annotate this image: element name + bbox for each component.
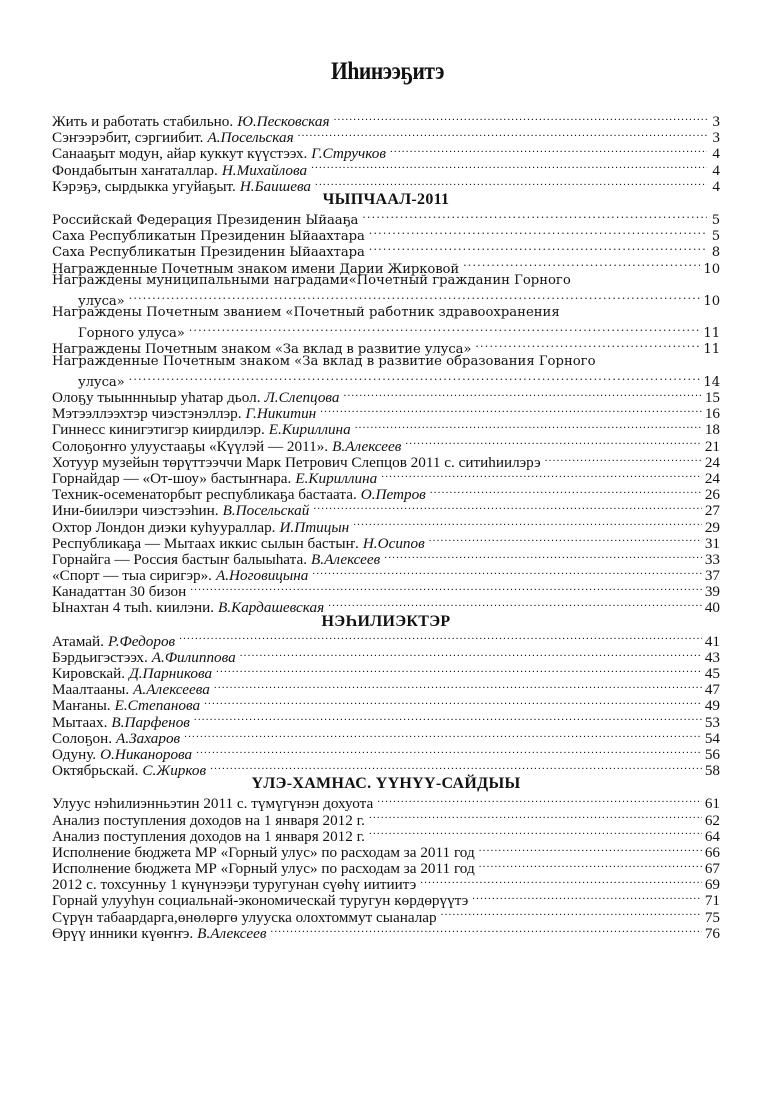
- page-number: 64: [704, 827, 720, 845]
- page-number: 24: [704, 453, 720, 471]
- page-number: 49: [704, 697, 720, 715]
- dot-leader: [179, 630, 702, 646]
- page-number: 11: [703, 326, 720, 342]
- entry-title: Горнайдар — «От-шоу» бастыҥнара.: [52, 470, 292, 487]
- entry-author: И.Птицын: [279, 518, 350, 536]
- entry-title: Награжденные Почетным знаком имени Дарии Жирковой: [52, 261, 460, 277]
- page-number: 4: [712, 161, 720, 179]
- dot-leader: [270, 922, 701, 938]
- dot-leader: [390, 142, 707, 158]
- entry-author: Л.Слепцова: [264, 389, 340, 406]
- entry-title: Исполнение бюджета МР «Горный улус» по расходам за 2011 год: [52, 861, 475, 878]
- entry-author: О.Никанорова: [100, 745, 193, 763]
- page-number: 26: [704, 486, 720, 504]
- entry-author: Р.Федоров: [107, 632, 176, 650]
- entry-title: Горного улуса»: [78, 326, 185, 342]
- page-number: 75: [704, 908, 720, 926]
- entry-title: Горнайга — Россия бастыҥ балыыhата.: [52, 551, 308, 568]
- entry-title: Мэтээллээхтэр чиэстэнэллэр.: [52, 406, 242, 423]
- entry-title: Ини-биилэри чиэстээhин.: [52, 503, 219, 520]
- toc-entry[interactable]: [52, 110, 720, 130]
- entry-title: 2012 с. тохсунньу 1 күнүнээҕи туругунан сүөhү иитиитэ: [52, 877, 417, 894]
- entry-author: Н.Михайлова: [221, 161, 308, 179]
- page-number: 45: [704, 665, 720, 682]
- entry-title: Горнай улууhун социальнай-экономическай туругун көрдөрүүтэ: [52, 893, 469, 910]
- entry-title: Одуну.: [52, 746, 97, 763]
- entry-author: Н.Баишева: [239, 177, 312, 195]
- page-number: 18: [704, 421, 720, 439]
- dot-leader: [475, 337, 700, 353]
- entry-title: Ынахтан 4 тыh. киилэни.: [52, 600, 215, 617]
- dot-leader: [194, 711, 702, 727]
- dot-leader: [210, 759, 702, 775]
- dot-leader: [369, 825, 702, 841]
- dot-leader: [472, 889, 702, 905]
- page-title: Иhинээҕитэ: [331, 58, 444, 85]
- dot-leader: [405, 435, 701, 451]
- dot-leader: [369, 224, 707, 240]
- entry-author: А.Ноговицына: [215, 567, 309, 585]
- entry-title: улуса»: [78, 293, 125, 309]
- entry-title: Октябрьскай.: [52, 763, 139, 780]
- entry-title: Сэҥээрэбит, сэргиибит.: [52, 130, 204, 147]
- toc-entry[interactable]: [52, 759, 720, 780]
- page-number: 21: [704, 437, 720, 455]
- dot-leader: [355, 418, 702, 434]
- dot-leader: [129, 370, 701, 386]
- page-number: 27: [704, 502, 720, 520]
- entry-author: Е.Кириллина: [295, 469, 378, 487]
- entry-author: Е.Кириллина: [268, 421, 351, 439]
- page-number: 29: [704, 518, 720, 536]
- dot-leader: [313, 499, 701, 515]
- page-number: 37: [704, 567, 720, 585]
- entry-author: В.Кардашевская: [218, 599, 325, 617]
- entry-title: Мытаах.: [52, 714, 108, 731]
- page-number: 53: [704, 713, 720, 731]
- entry-author: Н.Осипов: [362, 534, 425, 552]
- page-number: 10: [703, 293, 720, 309]
- entry-title: Улуус нэhилиэнньэтин 2011 с. түмүгүнэн дохуота: [52, 796, 374, 813]
- page-number: 10: [703, 261, 720, 277]
- page-number: 76: [704, 924, 720, 942]
- page-number: 4: [712, 145, 720, 163]
- entry-title: Хотуур музейын төрүттээччи Марк Петрович Слепцов 2011 с. ситиhиилэрэ: [52, 454, 541, 471]
- dot-leader: [328, 596, 702, 612]
- dot-leader: [204, 694, 702, 710]
- page-number: 43: [704, 648, 720, 666]
- page-number: 15: [704, 389, 720, 406]
- page-number: 11: [703, 342, 720, 358]
- dot-leader: [184, 727, 702, 743]
- dot-leader: [312, 564, 701, 580]
- page-number: 3: [712, 129, 720, 147]
- toc-entry[interactable]: [52, 321, 720, 342]
- page-number: 14: [703, 374, 720, 390]
- toc-entry[interactable]: [52, 370, 720, 390]
- entry-title-line1[interactable]: Награжденные Почетным знаком «За вклад в развитие образования Горного: [52, 353, 596, 369]
- entry-title: Техник-осеменаторбыт республикаҕа бастаата.: [52, 487, 357, 504]
- entry-author: Е.Степанова: [114, 697, 201, 715]
- entry-author: В.Алексеев: [311, 550, 381, 568]
- entry-title: Санааҕыт модун, айар куккут күүстээх.: [52, 146, 308, 163]
- dot-leader: [369, 809, 702, 825]
- page-number: 31: [704, 534, 720, 552]
- dot-leader: [430, 483, 702, 499]
- page-number: 8: [711, 245, 720, 261]
- entry-title: Бэрдьигэстээх.: [52, 649, 148, 666]
- entry-title: Гиннесс кинигэтигэр киирдилэр.: [52, 422, 265, 439]
- page-number: 16: [704, 405, 720, 423]
- dot-leader: [196, 743, 702, 759]
- dot-leader: [344, 386, 702, 402]
- page-number: 56: [704, 745, 720, 763]
- entry-author: А.Захаров: [116, 729, 181, 747]
- entry-title: Анализ поступления доходов на 1 января 2012 г.: [52, 828, 365, 845]
- table-of-contents: [52, 110, 720, 942]
- dot-leader: [545, 451, 702, 467]
- entry-title: Маҥаны.: [52, 698, 111, 715]
- toc-entry[interactable]: [52, 630, 720, 650]
- entry-title: Атамай.: [52, 633, 104, 650]
- dot-leader: [190, 580, 702, 596]
- page-number: 69: [704, 876, 720, 894]
- entry-title: Маалтааны.: [52, 682, 130, 699]
- toc-entry[interactable]: [52, 792, 720, 813]
- entry-title: «Спорт — тыа сиригэр».: [52, 568, 212, 585]
- dot-leader: [129, 289, 701, 305]
- entry-author: В.Алексеев: [197, 924, 267, 942]
- entry-title: Фондабытын хаҥаталлар.: [52, 162, 218, 179]
- dot-leader: [353, 516, 702, 532]
- page-number: 39: [704, 583, 720, 601]
- dot-leader: [315, 175, 707, 191]
- page-number: 66: [704, 843, 720, 861]
- entry-author: В.Парфенов: [111, 713, 190, 731]
- toc-entry[interactable]: [52, 289, 720, 309]
- dot-leader: [479, 857, 702, 873]
- entry-title: улуса»: [78, 374, 125, 390]
- entry-title: Жить и работать стабильно.: [52, 114, 234, 130]
- toc-entry[interactable]: [52, 743, 720, 763]
- entry-author: О.Петров: [360, 486, 426, 504]
- dot-leader: [384, 548, 702, 564]
- page-number: 5: [711, 212, 720, 228]
- entry-author: В.Алексеев: [332, 437, 402, 455]
- page-number: 47: [704, 681, 720, 699]
- toc-entry[interactable]: [52, 662, 720, 682]
- entry-author: Г.Никитин: [245, 405, 317, 423]
- entry-title-line1[interactable]: Награждены муниципальными наградами«Почетный гражданин Горного: [52, 272, 571, 288]
- page-number: 71: [704, 892, 720, 910]
- entry-author: С.Жирков: [142, 762, 207, 780]
- entry-title: Өрүү инники күөҥҥэ.: [52, 925, 194, 942]
- entry-title: Российскай Федерация Президенин Ыйааҕа: [52, 212, 359, 228]
- page-number: 62: [704, 811, 720, 829]
- page-number: 54: [704, 729, 720, 747]
- page-number: 5: [711, 229, 720, 245]
- entry-author: Ю.Песковская: [237, 113, 330, 130]
- dot-leader: [240, 646, 702, 662]
- toc-entry[interactable]: [52, 386, 720, 406]
- dot-leader: [216, 662, 702, 678]
- dot-leader: [441, 906, 702, 922]
- dot-leader: [311, 159, 707, 175]
- toc-entry[interactable]: [52, 646, 720, 666]
- dot-leader: [334, 110, 707, 126]
- dot-leader: [420, 873, 702, 889]
- entry-title: Награждены Почетным знаком «За вклад в развитие улуса»: [52, 342, 472, 358]
- dot-leader: [479, 841, 702, 857]
- page-number: 24: [704, 469, 720, 487]
- entry-title: Кэрэҕэ, сырдыкка угуйаҕыт.: [52, 178, 236, 195]
- dot-leader: [320, 402, 702, 418]
- toc-entry[interactable]: [52, 727, 720, 747]
- page-number: 61: [704, 795, 720, 813]
- entry-title: Кировскай.: [52, 666, 126, 682]
- entry-title: Саха Республикатын Президенин Ыйаахтара: [52, 245, 365, 261]
- entry-author: А.Посельская: [207, 129, 294, 147]
- entry-author: Д.Парникова: [129, 665, 213, 682]
- dot-leader: [298, 126, 707, 142]
- page-number: 3: [712, 113, 720, 130]
- page-number: 40: [704, 599, 720, 617]
- entry-title: Исполнение бюджета МР «Горный улус» по расходам за 2011 год: [52, 844, 475, 861]
- page-number: 58: [704, 762, 720, 780]
- dot-leader: [381, 467, 702, 483]
- toc-entry[interactable]: [52, 208, 720, 228]
- section-heading: НЭҺИЛИЭКТЭР: [321, 612, 451, 630]
- dot-leader: [369, 240, 707, 256]
- toc-entry[interactable]: [52, 678, 720, 699]
- entry-title: Охтор Лондон диэки куhуураллар.: [52, 519, 276, 536]
- entry-title: Республикаҕа — Мытаах иккис сылын бастыҥ.: [52, 535, 359, 552]
- dot-leader: [362, 208, 707, 224]
- entry-title: Сүрүн табаардарга,өнөлөргө улууска олохтоммут сыаналар: [52, 909, 437, 926]
- dot-leader: [189, 321, 701, 337]
- section-heading: ҮЛЭ-ХАМНАС. ҮҮНҮҮ-САЙДЫЫ: [251, 775, 521, 793]
- entry-title: Канадаттан 30 бизон: [52, 584, 187, 601]
- entry-author: Г.Стручков: [311, 145, 386, 163]
- entry-title: Солоҕон.: [52, 730, 113, 747]
- page-number: 67: [704, 860, 720, 878]
- toc-entry[interactable]: [52, 694, 720, 715]
- entry-author: В.Посельскай: [222, 502, 310, 520]
- dot-leader: [377, 792, 702, 808]
- page-number: 4: [712, 177, 720, 195]
- page-number: 33: [704, 550, 720, 568]
- dot-leader: [214, 678, 702, 694]
- entry-title-line1[interactable]: Награждены Почетным званием «Почетный работник здравоохранения: [52, 305, 560, 321]
- entry-title: Олоҕу тыыннныыр уhатар дьол.: [52, 390, 261, 406]
- entry-title: Саха Республикатын Президенин Ыйаахтара: [52, 229, 365, 245]
- entry-title: Солоҕоҥҥо улуустааҕы «Күүлэй — 2011».: [52, 438, 329, 455]
- section-heading: ЧЫПЧААЛ-2011: [322, 190, 450, 208]
- dot-leader: [429, 532, 702, 548]
- page-number: 41: [704, 632, 720, 650]
- entry-title: Анализ поступления доходов на 1 января 2012 г.: [52, 812, 365, 829]
- entry-author: А.Филиппова: [151, 648, 236, 666]
- dot-leader: [463, 257, 700, 273]
- entry-author: А.Алексеева: [133, 681, 210, 699]
